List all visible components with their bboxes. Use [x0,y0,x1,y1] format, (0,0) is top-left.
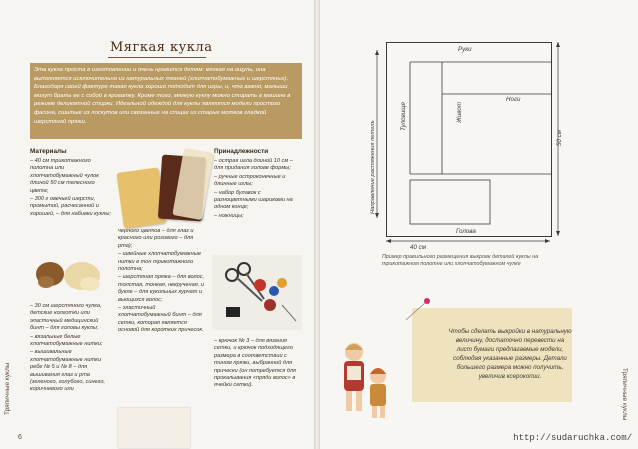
pattern-layout-diagram [386,42,552,238]
label-width: 40 см [410,244,426,251]
dolls-photo [334,336,396,420]
label-belly: Живот [456,102,463,123]
material-item: – вязальные белые хлопчатобумажные нитки; [30,333,103,348]
label-height: 50 см [556,130,563,146]
label-stretch-direction: Направление растяжения петель [370,120,376,214]
accessory-item: – острая игла длиной 10 см – для придания голове формы; [214,158,293,172]
pin-icon [404,296,434,322]
accessory-item: – набор булавок с разноцветными шариками на одном конце; [214,189,293,211]
accessory-item: – крючок № 3 – для вязания сетки, и крючок подходящего размера в соответствии с тином пряжи, выбранной для прически (он потребуется для прокалывания «пряди волос» в ячейки сетки). [214,338,296,389]
width-dimension-arrow [380,236,556,248]
material-item: – 40 см трикотажного полотна или хлопчатобумажный чулок длиной 50 см телесного цвета; [30,158,99,194]
materials-list-top [30,158,112,254]
left-side-label: Тряпичные куклы [4,362,11,415]
label-arms: Руки [458,46,472,53]
materials-list-middle [118,228,206,406]
right-side-label: Тряпичные куклы [621,368,628,421]
material-item: черного цветов – для глаз и красного или розового – для рта); [118,228,194,249]
page-number: 6 [18,434,22,441]
material-item: – шерстяная пряжа – для волос, толстая, тонкая, некрученая, и букле – для кукольных курчат и вьющихся волос; [118,274,205,303]
tip-text: Чтобы сделать выкройки в натуральную величину, достаточно перевести на лист бумаги предлагаемые модели, соблюдая указанные размеры. Детали большего размера можно получить, увеличив ксерокопии. [448,328,572,380]
materials-heading: Материалы [30,148,67,155]
page-title: Мягкая кукла [110,40,213,55]
scissors-and-pins-icon [212,255,302,330]
label-legs: Ноги [506,96,521,103]
material-item: – 300 г овечьей шерсти, промытой, расчесанной и хорошей, – для набивки куклы; [30,196,112,217]
accessories-list-top [214,158,302,254]
accessories-list-bottom [214,338,304,438]
wool-tufts-photo [30,256,112,300]
white-bandage-photo [118,408,190,448]
watermark-url: http://sudaruchka.com/ [513,433,632,443]
tools-photo [212,255,302,330]
material-item: – 30 см шерстяного чулка, детские колготки или эластичный медицинский бинт – для головы куклы; [30,303,102,332]
label-head: Голова [456,228,476,235]
accessory-item: – ручные остроконечные и длинные иглы; [214,173,286,188]
label-torso: Туловище [400,102,407,131]
material-item: – эластичный хлопчатобумажный бинт – для сетки, которая является основой для коротких причесок. [118,305,204,334]
material-item: – швейные хлопчатобумажные нитки в тон трикотажного полотна; [118,251,201,273]
accessory-item: – ножницы; [214,212,244,219]
book-gutter [314,0,320,449]
title-underline [108,57,206,58]
diagram-caption: Пример правильного размещения выкроек деталей куклы на трикотажном полотне или хлопчатобумажном чулке [382,254,539,268]
intro-paragraph: Эта кукла проста в изготовлении и очень нравится детям: мягкая на ощупь, она выполняется исключительно из натуральных тканей (хлопчатобумажных и шерстяных). Благодаря своей фактуре такая кукла хорошо подходит для игры, и, что важно, малыши могут брать ее с собой в кроватку. Кроме того, мягкую куклу можно стирать в машине в режиме деликатной стирки. Идеальной одеждой для куклы являются модели простого фасона, сшитые из лоскутов или связанные на спицах из старых мотков гладкой шерстяной пряжи. [30,63,302,139]
materials-list-bottom [30,303,112,441]
material-item: – вышивальные хлопчатобумажные нитки ребе № 5 и № 8 – для вышивания глаз и рта (зеленого, голубого, синего, коричневого или [30,349,106,393]
accessories-heading: Принадлежности [214,148,269,155]
